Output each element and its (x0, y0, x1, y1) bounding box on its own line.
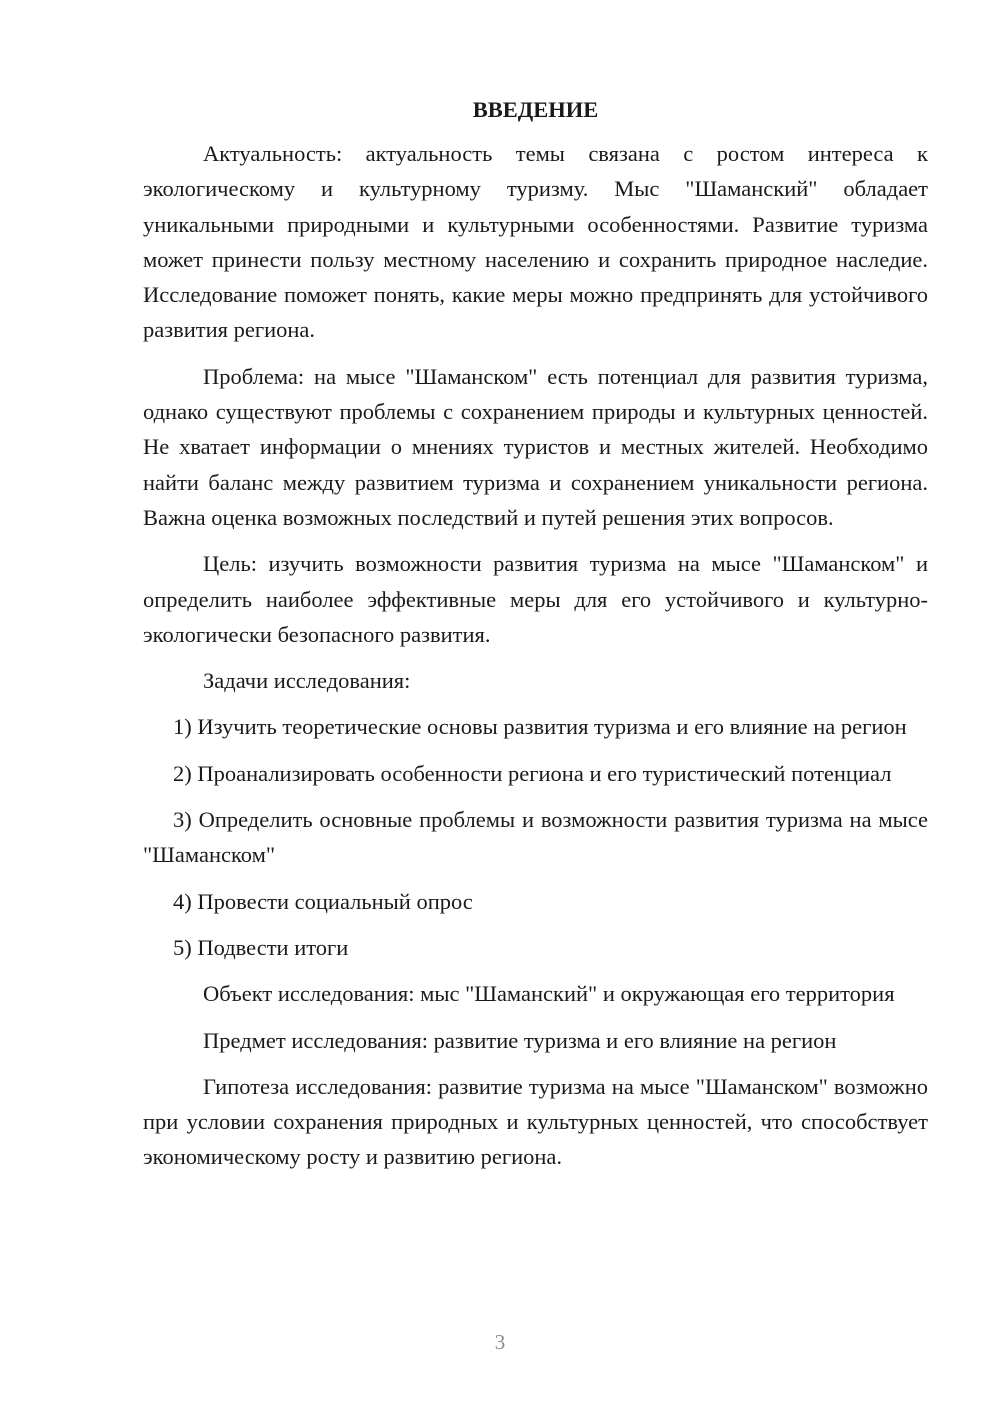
section-title: ВВЕДЕНИЕ (472, 97, 599, 122)
task-item-5: 5) Подвести итоги (173, 934, 349, 960)
goal-paragraph: Цель: изучить возможности развития туризма на мысе "Шаманском" и определить наиболее эффективные меры для его устойчивого и культурно-экологически безопасного развития. (143, 551, 928, 647)
task-item-4: 4) Провести социальный опрос (173, 888, 473, 914)
page-number: 3 (494, 1330, 506, 1354)
subject-paragraph: Предмет исследования: развитие туризма и его влияние на регион (203, 1027, 837, 1053)
task-item-2: 2) Проанализировать особенности региона и его туристический потенциал (173, 760, 892, 786)
tasks-heading: Задачи исследования: (203, 668, 411, 694)
task-item-3: 3) Определить основные проблемы и возможности развития туризма на мысе "Шаманском" (143, 807, 928, 868)
task-item-1: 1) Изучить теоретические основы развития туризма и его влияние на регион (173, 714, 907, 740)
relevance-paragraph: Актуальность: актуальность темы связана с ростом интереса к экологическому и культурному туризму. Мыс "Шаманский" обладает уникальными природными и культурными особенностями. Развитие туризма может принести пользу местному населению и сохранить природное наследие. Исследование поможет понять, какие меры можно предпринять для устойчивого развития региона. (143, 141, 928, 343)
document-page (143, 90, 928, 1186)
problem-paragraph: Проблема: на мысе "Шаманском" есть потенциал для развития туризма, однако существуют проблемы с сохранением природы и культурных ценностей. Не хватает информации о мнениях туристов и местных жителей. Необходимо найти баланс между развитием туризма и сохранением уникальности региона. Важна оценка возможных последствий и путей решения этих вопросов. (143, 363, 928, 530)
hypothesis-paragraph: Гипотеза исследования: развитие туризма на мысе "Шаманском" возможно при условии сохранения природных и культурных ценностей, что способствует экономическому росту и развитию региона. (143, 1073, 928, 1170)
object-paragraph: Объект исследования: мыс "Шаманский" и окружающая его территория (203, 981, 895, 1007)
